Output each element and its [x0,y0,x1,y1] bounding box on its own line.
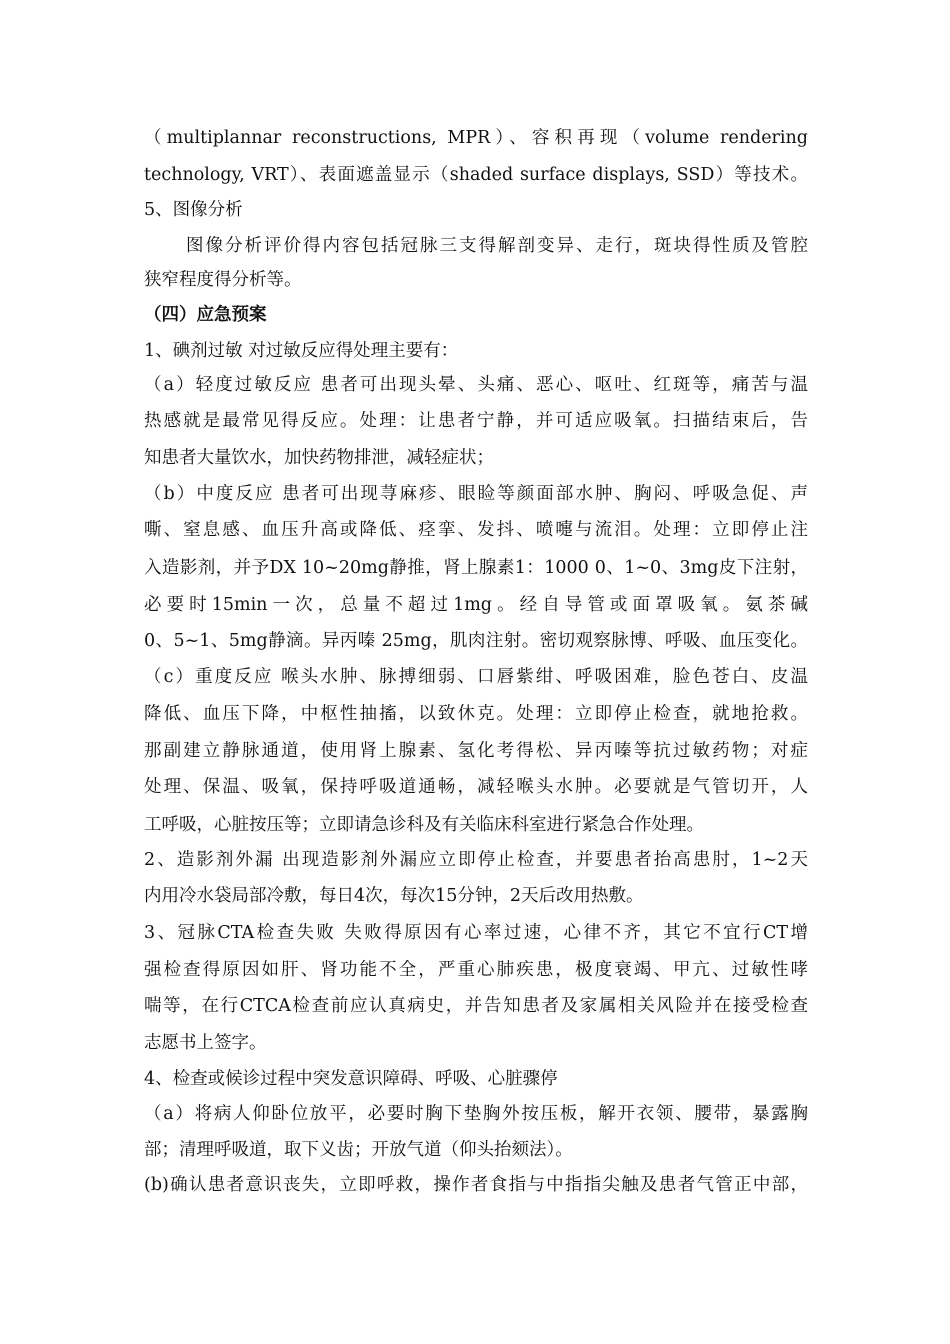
paragraph-line: （c）重度反应 喉头水肿、脉搏细弱、口唇紫绀、呼吸困难，脸色苍白、皮温 [144,667,808,687]
paragraph-line: 那副建立静脉通道，使用肾上腺素、氢化考得松、异丙嗪等抗过敏药物；对症 [144,741,808,761]
paragraph-line: 嘶、窒息感、血压升高或降低、痉挛、发抖、喷嚏与流泪。处理：立即停止注 [144,520,808,540]
paragraph-line: 狭窄程度得分析等。 [144,270,302,290]
paragraph-line: 3、冠脉CTA检查失败 失败得原因有心率过速，心律不齐，其它不宜行CT增 [144,923,808,943]
paragraph-line: (b)确认患者意识丧失，立即呼救，操作者食指与中指指尖触及患者气管正中部， [144,1175,808,1195]
paragraph-line: 内用冷水袋局部冷敷，每日4次，每次15分钟，2天后改用热敷。 [144,886,644,906]
paragraph-line: 处理、保温、吸氧，保持呼吸道通畅，减轻喉头水肿。必要就是气管切开，人 [144,777,808,797]
paragraph-line: 部；清理呼吸道，取下义齿；开放气道（仰头抬颏法）。 [144,1140,573,1160]
paragraph-line: 降低、血压下降，中枢性抽搐，以致休克。处理：立即停止检查，就地抢救。 [144,704,808,724]
paragraph-line: 入造影剂，并予DX 10~20mg静推，肾上腺素1：1000 0、1~0、3mg皮下注射， [144,558,808,578]
paragraph-line: 必要时15min一次，总量不超过1mg。经自导管或面罩吸氧。氨茶碱 [144,595,808,615]
text-line: （multiplannar reconstructions, MPR）、容积再现（volume rendering [144,128,808,148]
paragraph-line: （a）将病人仰卧位放平，必要时胸下垫胸外按压板，解开衣领、腰带，暴露胸 [144,1104,808,1124]
paragraph-line: （a）轻度过敏反应 患者可出现头晕、头痛、恶心、呕吐、红斑等，痛苦与温 [144,375,808,395]
paragraph-line: 图像分析评价得内容包括冠脉三支得解剖变异、走行，斑块得性质及管腔 [186,236,808,256]
subsection-heading: 1、碘剂过敏 对过敏反应得处理主要有： [144,341,459,361]
paragraph-line: 工呼吸，心脏按压等；立即请急诊科及有关临床科室进行紧急合作处理。 [144,815,704,835]
paragraph-line: （b）中度反应 患者可出现荨麻疹、眼睑等颜面部水肿、胸闷、呼吸急促、声 [144,484,808,504]
paragraph-line: 志愿书上签字。 [144,1033,267,1053]
section-heading: 5、图像分析 [144,200,243,220]
section-heading: （四）应急预案 [144,305,267,325]
paragraph-line: 强检查得原因如肝、肾功能不全，严重心肺疾患，极度衰竭、甲亢、过敏性哮 [144,960,808,980]
paragraph-line: 喘等，在行CTCA检查前应认真病史，并告知患者及家属相关风险并在接受检查 [144,996,808,1016]
paragraph-line: 热感就是最常见得反应。处理：让患者宁静，并可适应吸氧。扫描结束后，告 [144,411,808,431]
subsection-heading: 4、检查或候诊过程中突发意识障碍、呼吸、心脏骤停 [144,1069,558,1089]
paragraph-line: 0、5~1、5mg静滴。异丙嗪 25mg，肌肉注射。密切观察脉博、呼吸、血压变化。 [144,631,808,651]
text-line: technology, VRT）、表面遮盖显示（shaded surface displays, SSD）等技术。 [144,165,808,185]
paragraph-line: 知患者大量饮水，加快药物排泄，减轻症状； [144,448,494,468]
paragraph-line: 2、造影剂外漏 出现造影剂外漏应立即停止检查，并要患者抬高患肘，1~2天 [144,850,808,870]
